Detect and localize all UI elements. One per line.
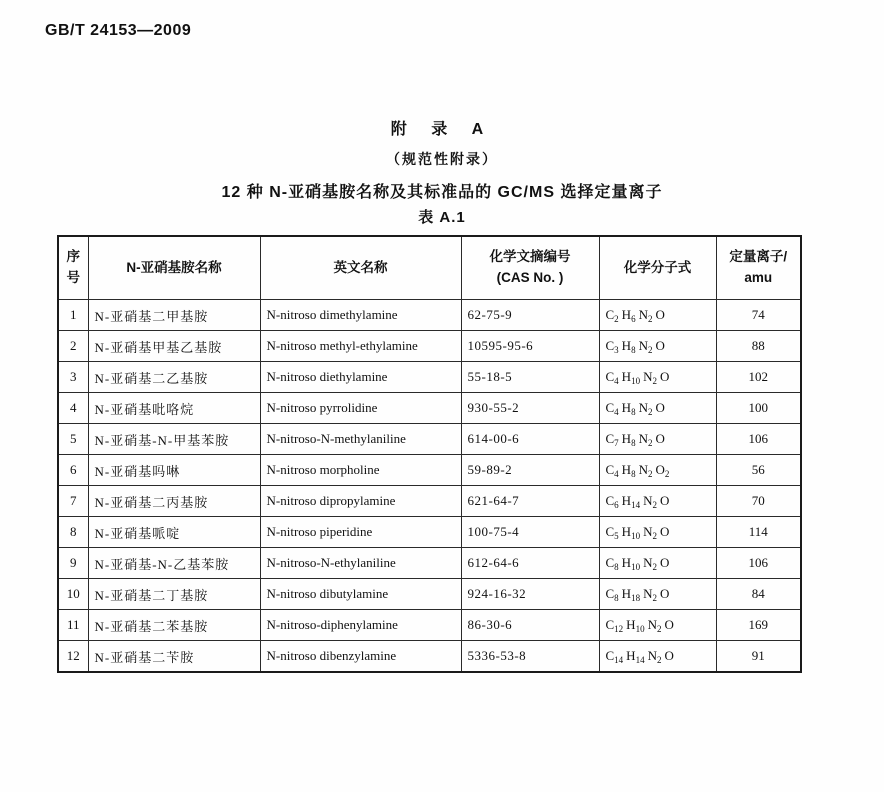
chinese-name: N-亚硝基甲基乙基胺: [88, 331, 260, 362]
chemical-formula: $C_6$ $H_{14}$ $N_2$ O: [599, 486, 716, 517]
chinese-name: N-亚硝基吡咯烷: [88, 393, 260, 424]
chemical-formula: $C_{12}$ $H_{10}$ $N_2$ O: [599, 610, 716, 641]
main-title: 12 种 N-亚硝基胺名称及其标准品的 GC/MS 选择定量离子: [221, 184, 663, 201]
table-row: [58, 300, 801, 331]
header-cas-line1: 化学文摘编号: [489, 249, 571, 265]
english-name: N-nitroso dipropylamine: [260, 486, 461, 517]
quant-ion: 106: [716, 548, 801, 579]
table-body: [58, 300, 801, 673]
chemical-formula: $C_4$ $H_8$ $N_2$ $O_2$: [599, 455, 716, 486]
chinese-name: N-亚硝基二苄胺: [88, 641, 260, 673]
quant-ion: 70: [716, 486, 801, 517]
chinese-name: N-亚硝基吗啉: [88, 455, 260, 486]
title-block: [0, 116, 884, 202]
english-name: N-nitroso-N-ethylaniline: [260, 548, 461, 579]
english-name: N-nitroso-N-methylaniline: [260, 424, 461, 455]
header-no: 序号: [58, 236, 88, 300]
row-number: 9: [58, 548, 88, 579]
chinese-name: N-亚硝基哌啶: [88, 517, 260, 548]
chemical-formula: $C_4$ $H_{10}$ $N_2$ O: [599, 362, 716, 393]
table-row: [58, 393, 801, 424]
quant-ion: 169: [716, 610, 801, 641]
cas-number: 62-75-9: [461, 300, 599, 331]
cas-number: 621-64-7: [461, 486, 599, 517]
quant-ion: 56: [716, 455, 801, 486]
chinese-name: N-亚硝基二甲基胺: [88, 300, 260, 331]
chemical-formula: $C_{14}$ $H_{14}$ $N_2$ O: [599, 641, 716, 673]
cas-number: 86-30-6: [461, 610, 599, 641]
standard-code: GB/T 24153—2009: [45, 22, 192, 39]
header-ion-line2: amu: [744, 270, 773, 285]
quant-ion: 114: [716, 517, 801, 548]
row-number: 3: [58, 362, 88, 393]
table-row: [58, 331, 801, 362]
table-row: [58, 486, 801, 517]
chinese-name: N-亚硝基-N-乙基苯胺: [88, 548, 260, 579]
header-cas: [461, 236, 599, 300]
row-number: 7: [58, 486, 88, 517]
header-cas-line2: (CAS No. ): [496, 270, 564, 285]
cas-number: 5336-53-8: [461, 641, 599, 673]
header-row: [58, 236, 801, 300]
row-number: 12: [58, 641, 88, 673]
table-header: [58, 236, 801, 300]
chemical-formula: $C_3$ $H_8$ $N_2$ O: [599, 331, 716, 362]
quant-ion: 74: [716, 300, 801, 331]
row-number: 10: [58, 579, 88, 610]
table-caption: 表 A.1: [418, 209, 466, 226]
quant-ion: 84: [716, 579, 801, 610]
table-row: [58, 362, 801, 393]
quant-ion: 106: [716, 424, 801, 455]
chemical-formula: $C_4$ $H_8$ $N_2$ O: [599, 393, 716, 424]
chemical-formula: $C_7$ $H_8$ $N_2$ O: [599, 424, 716, 455]
english-name: N-nitroso dibenzylamine: [260, 641, 461, 673]
table-row: [58, 579, 801, 610]
row-number: 11: [58, 610, 88, 641]
chemical-formula: $C_8$ $H_{10}$ $N_2$ O: [599, 548, 716, 579]
english-name: N-nitroso dimethylamine: [260, 300, 461, 331]
table-row: [58, 517, 801, 548]
row-number: 4: [58, 393, 88, 424]
english-name: N-nitroso dibutylamine: [260, 579, 461, 610]
english-name: N-nitroso morpholine: [260, 455, 461, 486]
chemical-formula: $C_8$ $H_{18}$ $N_2$ O: [599, 579, 716, 610]
table-row: [58, 610, 801, 641]
header-ion: [716, 236, 801, 300]
row-number: 2: [58, 331, 88, 362]
chinese-name: N-亚硝基二乙基胺: [88, 362, 260, 393]
english-name: N-nitroso methyl-ethylamine: [260, 331, 461, 362]
table-row: [58, 548, 801, 579]
quant-ion: 100: [716, 393, 801, 424]
header-en-name: 英文名称: [260, 236, 461, 300]
quant-ion: 88: [716, 331, 801, 362]
cas-number: 930-55-2: [461, 393, 599, 424]
cas-number: 924-16-32: [461, 579, 599, 610]
table-row: [58, 455, 801, 486]
row-number: 1: [58, 300, 88, 331]
row-number: 5: [58, 424, 88, 455]
row-number: 6: [58, 455, 88, 486]
quant-ion: 91: [716, 641, 801, 673]
appendix-title: 附 录 A: [390, 121, 494, 138]
cas-number: 614-00-6: [461, 424, 599, 455]
cas-number: 10595-95-6: [461, 331, 599, 362]
cas-number: 612-64-6: [461, 548, 599, 579]
english-name: N-nitroso-diphenylamine: [260, 610, 461, 641]
row-number: 8: [58, 517, 88, 548]
chemical-formula: $C_5$ $H_{10}$ $N_2$ O: [599, 517, 716, 548]
nitrosamine-table: [57, 235, 802, 673]
cas-number: 59-89-2: [461, 455, 599, 486]
header-ion-line1: 定量离子/: [729, 249, 788, 265]
cas-number: 55-18-5: [461, 362, 599, 393]
cas-number: 100-75-4: [461, 517, 599, 548]
english-name: N-nitroso piperidine: [260, 517, 461, 548]
chemical-formula: $C_2$ $H_6$ $N_2$ O: [599, 300, 716, 331]
header-cn-name: N-亚硝基胺名称: [88, 236, 260, 300]
appendix-subtitle: （规范性附录）: [386, 151, 498, 167]
chinese-name: N-亚硝基二丁基胺: [88, 579, 260, 610]
table-row: [58, 424, 801, 455]
english-name: N-nitroso diethylamine: [260, 362, 461, 393]
quant-ion: 102: [716, 362, 801, 393]
chinese-name: N-亚硝基-N-甲基苯胺: [88, 424, 260, 455]
english-name: N-nitroso pyrrolidine: [260, 393, 461, 424]
table-row: [58, 641, 801, 673]
chinese-name: N-亚硝基二丙基胺: [88, 486, 260, 517]
header-formula: 化学分子式: [599, 236, 716, 300]
chinese-name: N-亚硝基二苯基胺: [88, 610, 260, 641]
